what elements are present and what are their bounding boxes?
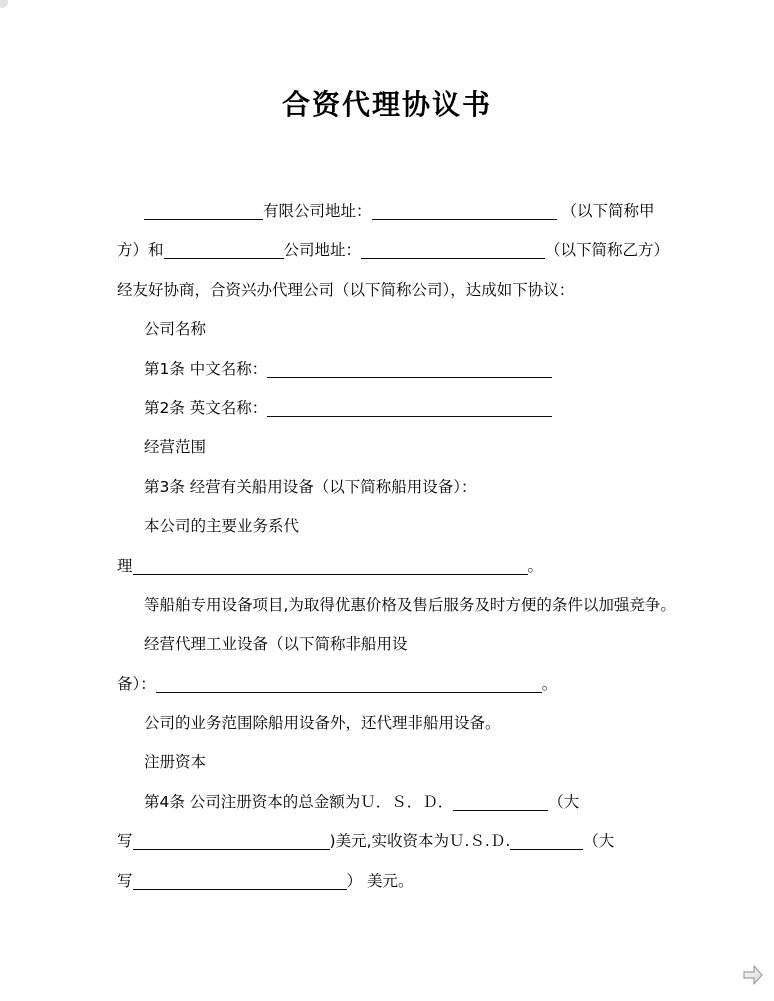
- document-line: [117, 625, 683, 664]
- line-text: 有限公司地址：: [263, 202, 372, 220]
- document-line: [117, 507, 683, 546]
- document-line: [117, 271, 683, 310]
- document-line: [117, 350, 683, 389]
- document-line: [117, 586, 683, 625]
- document-line: [117, 743, 683, 782]
- fill-in-blank: [361, 258, 545, 259]
- document-line: [117, 547, 683, 586]
- line-text: ） 美元。: [346, 871, 414, 890]
- fill-in-blank: [510, 849, 583, 850]
- line-text: 等船舶专用设备项目,为取得优惠价格及售后服务及时方便的条件以加强竞争。: [144, 595, 676, 614]
- line-text: 经友好协商，合资兴办代理公司（以下简称公司），达成如下协议：: [117, 280, 575, 299]
- line-text: 注册资本: [144, 753, 207, 772]
- fill-in-blank: [453, 810, 548, 811]
- line-text: 第1条 中文名称：: [144, 359, 268, 378]
- line-text: 理: [117, 556, 133, 575]
- line-text: （以下简称甲: [556, 202, 655, 220]
- fill-in-blank: [133, 574, 528, 575]
- document-line: [117, 428, 683, 467]
- line-text: 写: [117, 832, 133, 851]
- line-text: 经营范围: [144, 438, 207, 457]
- fill-in-blank: [144, 219, 263, 220]
- fill-in-blank: [156, 692, 542, 693]
- document-line: [117, 862, 683, 901]
- line-text: 备）：: [117, 674, 156, 693]
- line-text: 方）和: [117, 241, 164, 260]
- document-line: [117, 822, 683, 861]
- document-line: [117, 704, 683, 743]
- line-text: )美元,实收资本为Ｕ.Ｓ.Ｄ.: [329, 832, 511, 851]
- line-text: 第3条 经营有关船用设备（以下简称船用设备）：: [144, 477, 477, 496]
- fill-in-blank: [164, 258, 284, 259]
- line-text: （大: [583, 832, 615, 851]
- document-line: [117, 231, 683, 270]
- line-text: 公司名称: [144, 320, 207, 339]
- document-line: [117, 468, 683, 507]
- line-text: 。: [527, 556, 544, 575]
- page-corner-mark: [0, 0, 8, 8]
- line-text: 公司地址：: [283, 241, 362, 260]
- line-text: （大: [548, 792, 580, 811]
- fill-in-blank: [267, 416, 552, 417]
- document-line: [117, 783, 683, 822]
- fill-in-blank: [372, 219, 557, 220]
- document-title: 合资代理协议书: [281, 88, 492, 121]
- line-text: 经营代理工业设备（以下简称非船用设: [144, 635, 408, 654]
- line-text: 第4条 公司注册资本的总金额为Ｕ．Ｓ．Ｄ．: [144, 792, 454, 811]
- document-line: [117, 389, 683, 428]
- line-text: 公司的业务范围除船用设备外，还代理非船用设备。: [144, 714, 501, 733]
- line-text: 。: [541, 674, 558, 693]
- fill-in-blank: [133, 849, 330, 850]
- document-line: [117, 310, 683, 349]
- document-line: [117, 192, 683, 231]
- line-text: 写: [117, 871, 133, 890]
- next-page-arrow-icon[interactable]: [742, 962, 764, 989]
- fill-in-blank: [267, 377, 552, 378]
- fill-in-blank: [133, 889, 347, 890]
- document-line: [117, 665, 683, 704]
- line-text: 第2条 英文名称：: [144, 398, 268, 417]
- line-text: （以下简称乙方）: [545, 241, 670, 260]
- document-lines: [117, 192, 683, 901]
- line-text: 本公司的主要业务系代: [144, 517, 300, 536]
